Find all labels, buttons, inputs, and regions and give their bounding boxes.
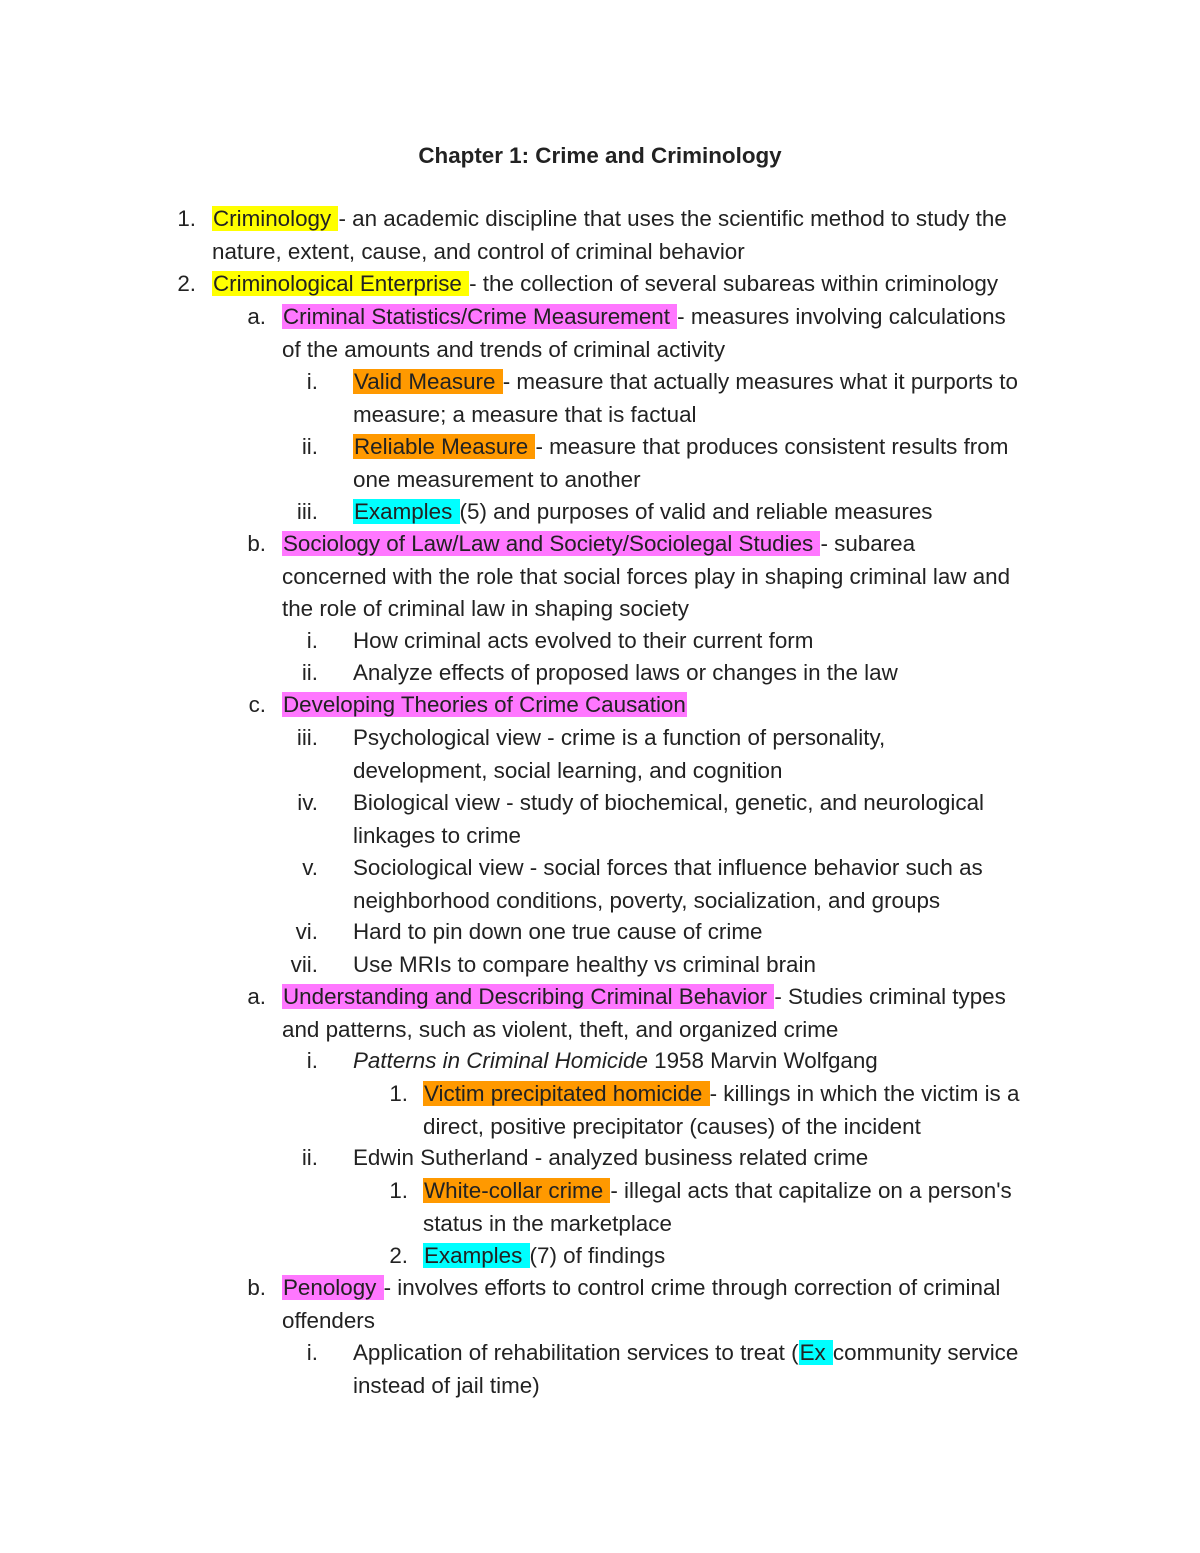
list-item-line: neighborhood conditions, poverty, socialization, and groups — [353, 887, 941, 913]
list-item-line: direct, positive precipitator (causes) of the incident — [423, 1113, 921, 1139]
term-definition: - killings in which the victim is a — [709, 1081, 1020, 1106]
highlighted-term: Examples — [424, 1243, 529, 1268]
highlighted-term: Penology — [283, 1275, 383, 1300]
term-definition: - the collection of several subareas within criminology — [469, 271, 999, 296]
list-item-line: nature, extent, cause, and control of criminal behavior — [212, 238, 745, 264]
term-definition: - measure that actually measures what it purports to — [502, 369, 1018, 394]
list-marker: 1. — [389, 1081, 408, 1106]
list-marker: b. — [247, 1275, 266, 1300]
list-marker: vii. — [290, 952, 318, 977]
list-marker: v. — [302, 855, 318, 880]
list-marker: b. — [247, 531, 266, 556]
line-text: Application of rehabilitation services to treat ( — [353, 1340, 799, 1365]
list-item-line — [282, 528, 915, 561]
list-item-line: instead of jail time) — [353, 1372, 540, 1398]
page-title: Chapter 1: Crime and Criminology — [418, 143, 782, 168]
list-item-line — [353, 1045, 878, 1078]
list-item-line: development, social learning, and cognition — [353, 757, 783, 783]
list-item-line: measure; a measure that is factual — [353, 401, 697, 427]
highlighted-term: Criminological Enterprise — [213, 271, 469, 296]
list-item-line — [353, 1337, 1018, 1370]
list-item-line: linkages to crime — [353, 822, 521, 848]
highlighted-term: Developing Theories of Crime Causation — [283, 692, 686, 717]
highlighted-term: Examples — [354, 499, 459, 524]
list-item-line: Analyze effects of proposed laws or changes in the law — [353, 660, 898, 685]
list-item-line: Edwin Sutherland - analyzed business related crime — [353, 1145, 869, 1170]
highlighted-term: Understanding and Describing Criminal Behavior — [283, 984, 774, 1009]
list-item-line — [282, 1272, 1000, 1305]
highlighted-term: Sociology of Law/Law and Society/Sociolegal Studies — [283, 531, 820, 556]
list-item-line: offenders — [282, 1307, 375, 1333]
list-marker: 1. — [389, 1178, 408, 1203]
list-item-line: Use MRIs to compare healthy vs criminal brain — [353, 952, 816, 977]
highlighted-term: Ex — [799, 1340, 832, 1365]
list-marker: ii. — [301, 660, 318, 685]
list-marker: i. — [306, 1340, 318, 1365]
list-item-line — [423, 1240, 665, 1273]
list-marker: i. — [306, 369, 318, 394]
term-definition: - measures involving calculations — [677, 304, 1006, 329]
list-item-line — [423, 1078, 1019, 1111]
term-definition: 1958 Marvin Wolfgang — [647, 1048, 878, 1073]
highlighted-term: Reliable Measure — [354, 434, 535, 459]
list-marker: iii. — [296, 499, 318, 524]
list-item-line — [353, 431, 1008, 464]
list-item-line — [212, 203, 1007, 236]
highlighted-term: Criminology — [213, 206, 338, 231]
list-marker: c. — [248, 692, 266, 717]
highlighted-term: Victim precipitated homicide — [424, 1081, 709, 1106]
list-item-line: How criminal acts evolved to their current form — [353, 628, 814, 653]
list-marker: a. — [247, 304, 266, 329]
term-definition: - involves efforts to control crime through correction of criminal — [383, 1275, 1001, 1300]
list-item-line: Hard to pin down one true cause of crime — [353, 919, 763, 944]
list-item-line: Biological view - study of biochemical, genetic, and neurological — [353, 790, 985, 815]
list-marker: 2. — [177, 271, 196, 296]
list-item-line: concerned with the role that social forces play in shaping criminal law and — [282, 563, 1011, 589]
list-item-line: one measurement to another — [353, 466, 641, 492]
list-marker: 2. — [389, 1243, 408, 1268]
highlighted-term: White-collar crime — [424, 1178, 610, 1203]
list-item-line — [423, 1175, 1012, 1208]
term-definition: (7) of findings — [529, 1243, 666, 1268]
list-marker: iv. — [297, 790, 318, 815]
term-definition: - subarea — [820, 531, 916, 556]
list-marker: vi. — [295, 919, 318, 944]
list-item-line — [282, 981, 1006, 1014]
list-marker: iii. — [296, 725, 318, 750]
list-item-line — [353, 366, 1018, 399]
list-item-line — [282, 301, 1006, 334]
list-item-line: status in the marketplace — [423, 1210, 672, 1236]
list-item-line: the role of criminal law in shaping society — [282, 596, 689, 621]
list-item-line: of the amounts and trends of criminal activity — [282, 336, 726, 362]
highlighted-term: Valid Measure — [354, 369, 502, 394]
list-item-line — [353, 496, 933, 529]
list-marker: 1. — [177, 206, 196, 231]
list-marker: i. — [306, 628, 318, 653]
list-marker: ii. — [301, 434, 318, 459]
list-marker: i. — [306, 1048, 318, 1073]
list-marker: a. — [247, 984, 266, 1009]
list-item-line — [212, 268, 998, 301]
term-definition: - illegal acts that capitalize on a person's — [610, 1178, 1012, 1203]
highlighted-term: Criminal Statistics/Crime Measurement — [283, 304, 677, 329]
term-definition: (5) and purposes of valid and reliable measures — [459, 499, 933, 524]
list-item-line — [282, 689, 687, 722]
list-item-line: Psychological view - crime is a function of personality, — [353, 725, 886, 750]
term-definition: - measure that produces consistent results from — [535, 434, 1009, 459]
term-definition: - Studies criminal types — [774, 984, 1006, 1009]
list-item-line: Sociological view - social forces that influence behavior such as — [353, 855, 983, 880]
line-text: community service — [832, 1340, 1019, 1365]
list-marker: ii. — [301, 1145, 318, 1170]
highlighted-term: Patterns in Criminal Homicide — [353, 1048, 648, 1073]
term-definition: - an academic discipline that uses the scientific method to study the — [338, 206, 1007, 231]
list-item-line: and patterns, such as violent, theft, and organized crime — [282, 1016, 839, 1042]
